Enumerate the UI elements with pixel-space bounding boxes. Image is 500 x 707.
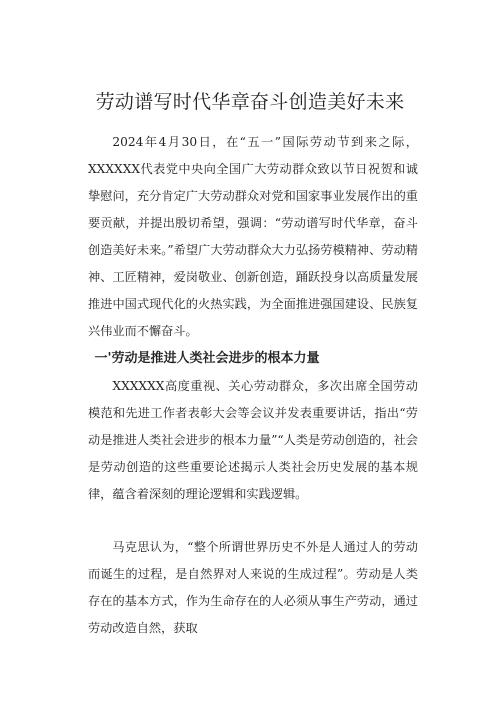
paragraph-marx: 马克思认为，“整个所谓世界历史不外是人通过人的劳动而诞生的过程，是自然界对人来说的生成过程”。劳动是人类存在的基本方式，作为生命存在的人必须从事生产劳动，通过劳动改造自然，获取 [88, 540, 418, 635]
paragraph-section-1: XXXXXX高度重视、关心劳动群众，多次出席全国劳动模范和先进工作者表彰大会等会议并发表重要讲话，指出“劳动是推进人类社会进步的根本力量”“人类是劳动创造的，社会是劳动创造的这些重要论述揭示人类社会历史发展的基本规律，蕴含着深刻的理论逻辑和实践逻辑。 [88, 379, 418, 501]
document-title: 劳动谱写时代华章奋斗创造美好未来 [95, 91, 405, 113]
paragraph-intro: 2024年4月30日，在“五一”国际劳动节到来之际，XXXXXX代表党中央向全国广大劳动群众致以节日祝贺和诚挚慰问，充分肯定广大劳动群众对党和国家事业发展作出的重要贡献，并提出殷切希望，强调：“劳动谱写时代华章，奋斗创造美好未来。”希望广大劳动群众大力弘扬劳模精神、劳动精神、工匠精神，爱岗敬业、创新创造，踊跃投身以高质量发展推进中国式现代化的火热实践，为全面推进强国建设、民族复兴伟业而不懈奋斗。 [88, 135, 418, 338]
section-heading: 一'劳动是推进人类社会进步的根本力量 [94, 351, 320, 366]
